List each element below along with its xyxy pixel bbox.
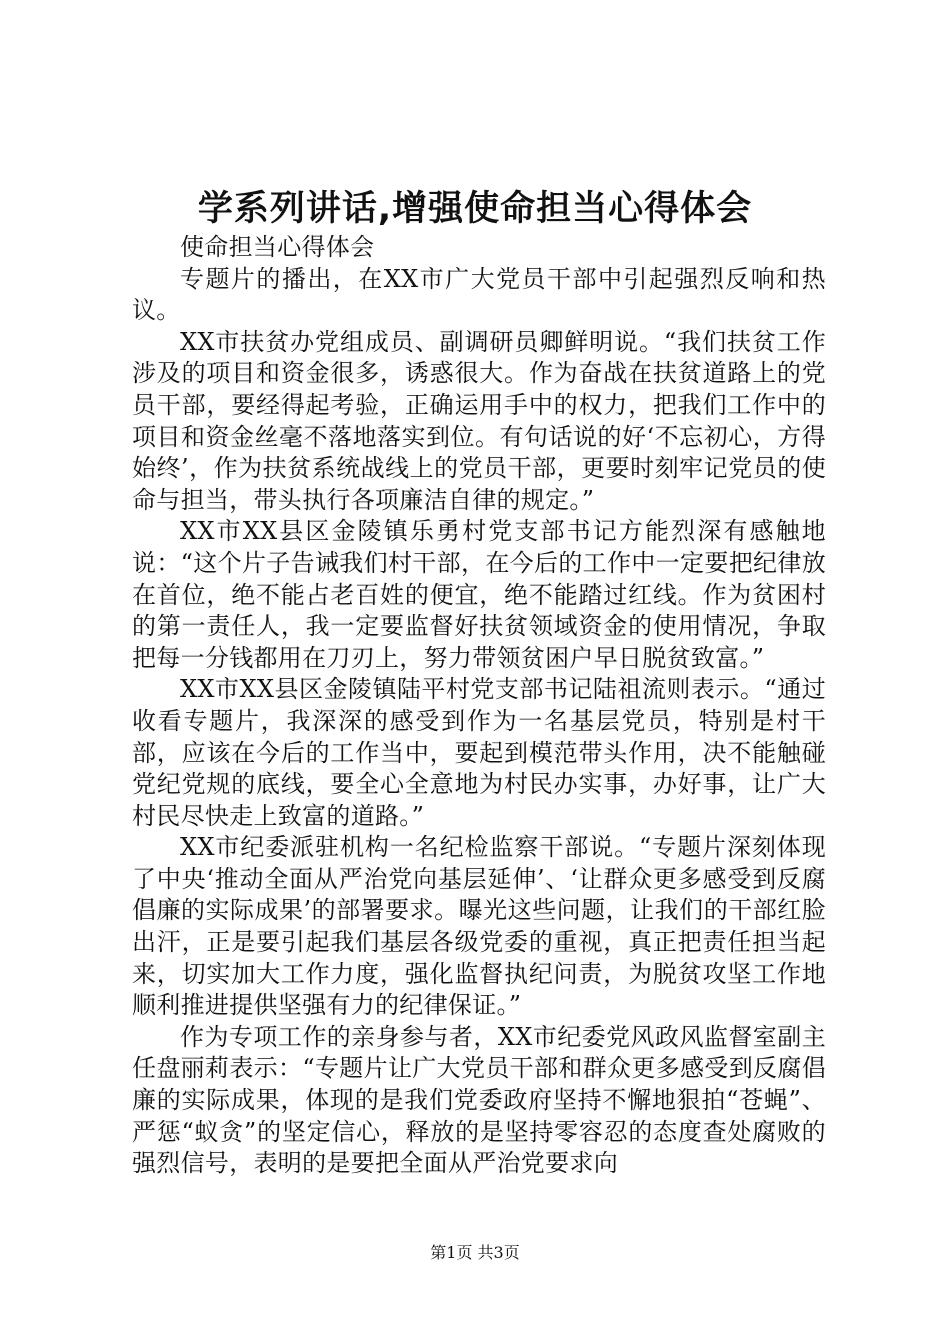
page-number-footer: 第1页 共3页 — [430, 1243, 520, 1262]
paragraph: XX市XX县区金陵镇陆平村党支部书记陆祖流则表示。“通过收看专题片，我深深的感受到作为一名基层党员，特别是村干部，应该在今后的工作当中，要起到模范带头作用，决不能触碰党纪党规的底线，要全心全意地为村民办实事，办好事，让广大村民尽快走上致富的道路。” — [132, 675, 826, 830]
document-title: 学系列讲话,增强使命担当心得体会 — [197, 189, 753, 229]
paragraph: XX市纪委派驻机构一名纪检监察干部说。“专题片深刻体现了中央‘推动全面从严治党向基层延伸’、‘让群众更多感受到反腐倡廉的实际成果’的部署要求。曝光这些问题，让我们的干部红脸出汗，正是要引起我们基层各级党委的重视，真正把责任担当起来，切实加大工作力度，强化监督执纪问责，为脱贫攻坚工作地顺利推进提供坚强有力的纪律保证。” — [132, 833, 826, 1020]
paragraph: XX市XX县区金陵镇乐勇村党支部书记方能烈深有感触地说：“这个片子告诫我们村干部，在今后的工作中一定要把纪律放在首位，绝不能占老百姓的便宜，绝不能踏过红线。作为贫困村的第一责任人，我一定要监督好扶贫领域资金的使用情况，争取把每一分钱都用在刀刃上，努力带领贫困户早日脱贫致富。” — [132, 517, 826, 672]
paragraph: XX市扶贫办党组成员、副调研员卿鲜明说。“我们扶贫工作涉及的项目和资金很多，诱惑很大。作为奋战在扶贫道路上的党员干部，要经得起考验，正确运用手中的权力，把我们工作中的项目和资金丝毫不落地落实到位。有句话说的好‘不忘初心，方得始终’，作为扶贫系统战线上的党员干部，更要时刻牢记党员的使命与担当，带头执行各项廉洁自律的规定。” — [132, 327, 826, 514]
paragraph-subtitle: 使命担当心得体会 — [180, 233, 375, 261]
paragraph: 专题片的播出，在XX市广大党员干部中引起强烈反响和热议。 — [132, 264, 826, 325]
paragraph: 作为专项工作的亲身参与者，XX市纪委党风政风监督室副主任盘丽莉表示：“专题片让广大党员干部和群众更多感受到反腐倡廉的实际成果，体现的是我们党委政府坚持不懈地狠拍“苍蝇”、严惩“蚁贪”的坚定信心，释放的是坚持零容忍的态度查处腐败的强烈信号，表明的是要把全面从严治党要求向 — [132, 1022, 826, 1178]
document-body — [132, 232, 826, 1180]
